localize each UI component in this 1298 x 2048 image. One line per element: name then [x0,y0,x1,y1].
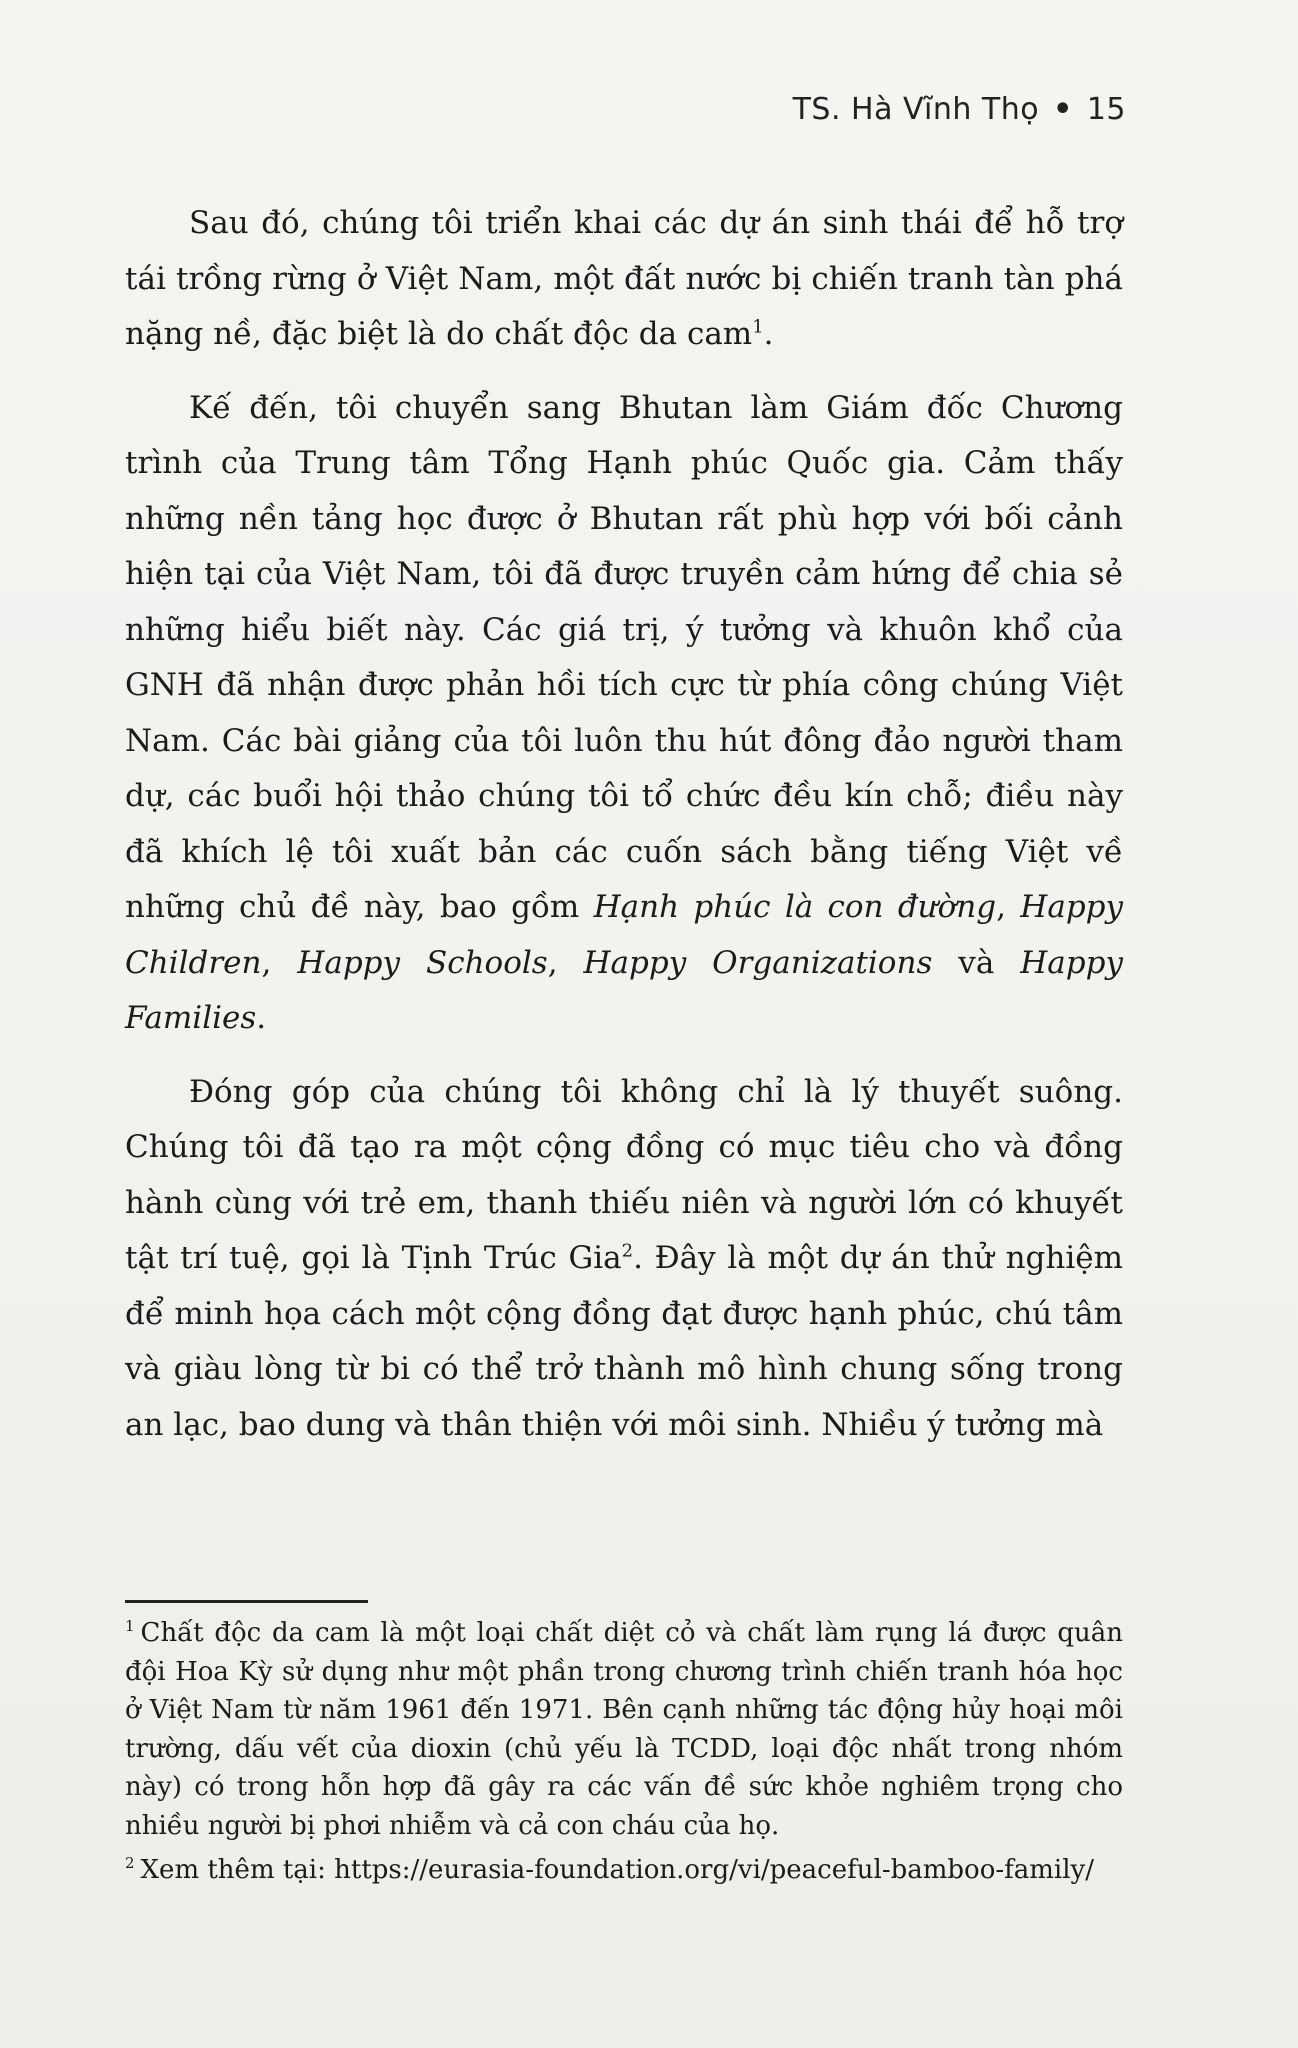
body-text [125,196,1123,1471]
list-separator: và [932,944,1021,981]
author-name: TS. Hà Vĩnh Thọ [792,92,1040,127]
footnote-mark-2: 2 [125,1854,135,1873]
paragraph-1-text: Sau đó, chúng tôi triển khai các dự án sinh thái để hỗ trợ tái trồng rừng ở Việt Nam, một đất nước bị chiến tranh tàn phá nặng nề, đặc biệt là do chất độc da cam [125,205,1123,352]
paragraph-3-text: Đóng góp của chúng tôi không chỉ là lý thuyết suông. Chúng tôi đã tạo ra một cộng đồng có mục tiêu cho và đồng hành cùng với trẻ em, thanh thiếu niên và người lớn có khuyết tật trí tuệ, gọi là Tịnh Trúc Gia [125,1073,1123,1276]
footnote-1-text: Chất độc da cam là một loại chất diệt cỏ và chất làm rụng lá được quân đội Hoa Kỳ sử dụng như một phần trong chương trình chiến tranh hóa học ở Việt Nam từ năm 1961 đến 1971. Bên cạnh những tác động hủy hoại môi trường, dấu vết của dioxin (chủ yếu là TCDD, loại độc nhất trong nhóm này) có trong hỗn hợp đã gây ra các vấn đề sức khỏe nghiêm trọng cho nhiều người bị phơi nhiễm và cả con cháu của họ. [125,1618,1123,1841]
book-title-1: Hạnh phúc là con đường [593,889,997,925]
book-title-3: Happy Schools [297,944,548,981]
footnote-1 [125,1614,1123,1845]
paragraph-2 [125,381,1123,1047]
book-title-4: Happy Organizations [583,944,933,981]
footnote-2 [125,1851,1123,1890]
paragraph-1-end: . [763,316,774,352]
paragraph-1 [125,196,1123,363]
footnote-ref-1: 1 [752,316,764,338]
paragraph-2-end: . [256,1000,267,1036]
book-title-5: Happy Families [125,944,1123,1036]
paragraph-2-text: Kế đến, tôi chuyển sang Bhutan làm Giám đốc Chương trình của Trung tâm Tổng Hạnh phúc Quốc gia. Cảm thấy những nền tảng học được ở Bhutan rất phù hợp với bối cảnh hiện tại của Việt Nam, tôi đã được truyền cảm hứng để chia sẻ những hiểu biết này. Các giá trị, ý tưởng và khuôn khổ của GNH đã nhận được phản hồi tích cực từ phía công chúng Việt Nam. Các bài giảng của tôi luôn thu hút đông đảo người tham dự, các buổi hội thảo chúng tôi tổ chức đều kín chỗ; điều này đã khích lệ tôi xuất bản các cuốn sách bằng tiếng Việt về những chủ đề này, bao gồm [125,389,1123,925]
book-title-2: Happy Children [125,889,1124,981]
list-separator: , [996,889,1021,925]
footnote-divider [125,1600,368,1603]
paragraph-3 [125,1065,1123,1454]
footnote-2-text: Xem thêm tại: https://eurasia-foundation.org/vi/peaceful-bamboo-family/ [140,1855,1094,1885]
footnote-mark-1: 1 [125,1617,135,1636]
footnote-ref-2: 2 [621,1240,634,1262]
header-separator: • [1053,92,1073,127]
running-head [793,92,1126,127]
list-separator: , [547,944,584,981]
paragraph-3-rest: . Đây là một dự án thử nghiệm để minh họa cách một cộng đồng đạt được hạnh phúc, chú tâm và giàu lòng từ bi có thể trở thành mô hình chung sống trong an lạc, bao dung và thân thiện với môi sinh. Nhiều ý tưởng mà [125,1240,1123,1443]
page-number: 15 [1086,92,1126,127]
list-separator: , [261,944,298,981]
footnotes [125,1614,1123,1896]
